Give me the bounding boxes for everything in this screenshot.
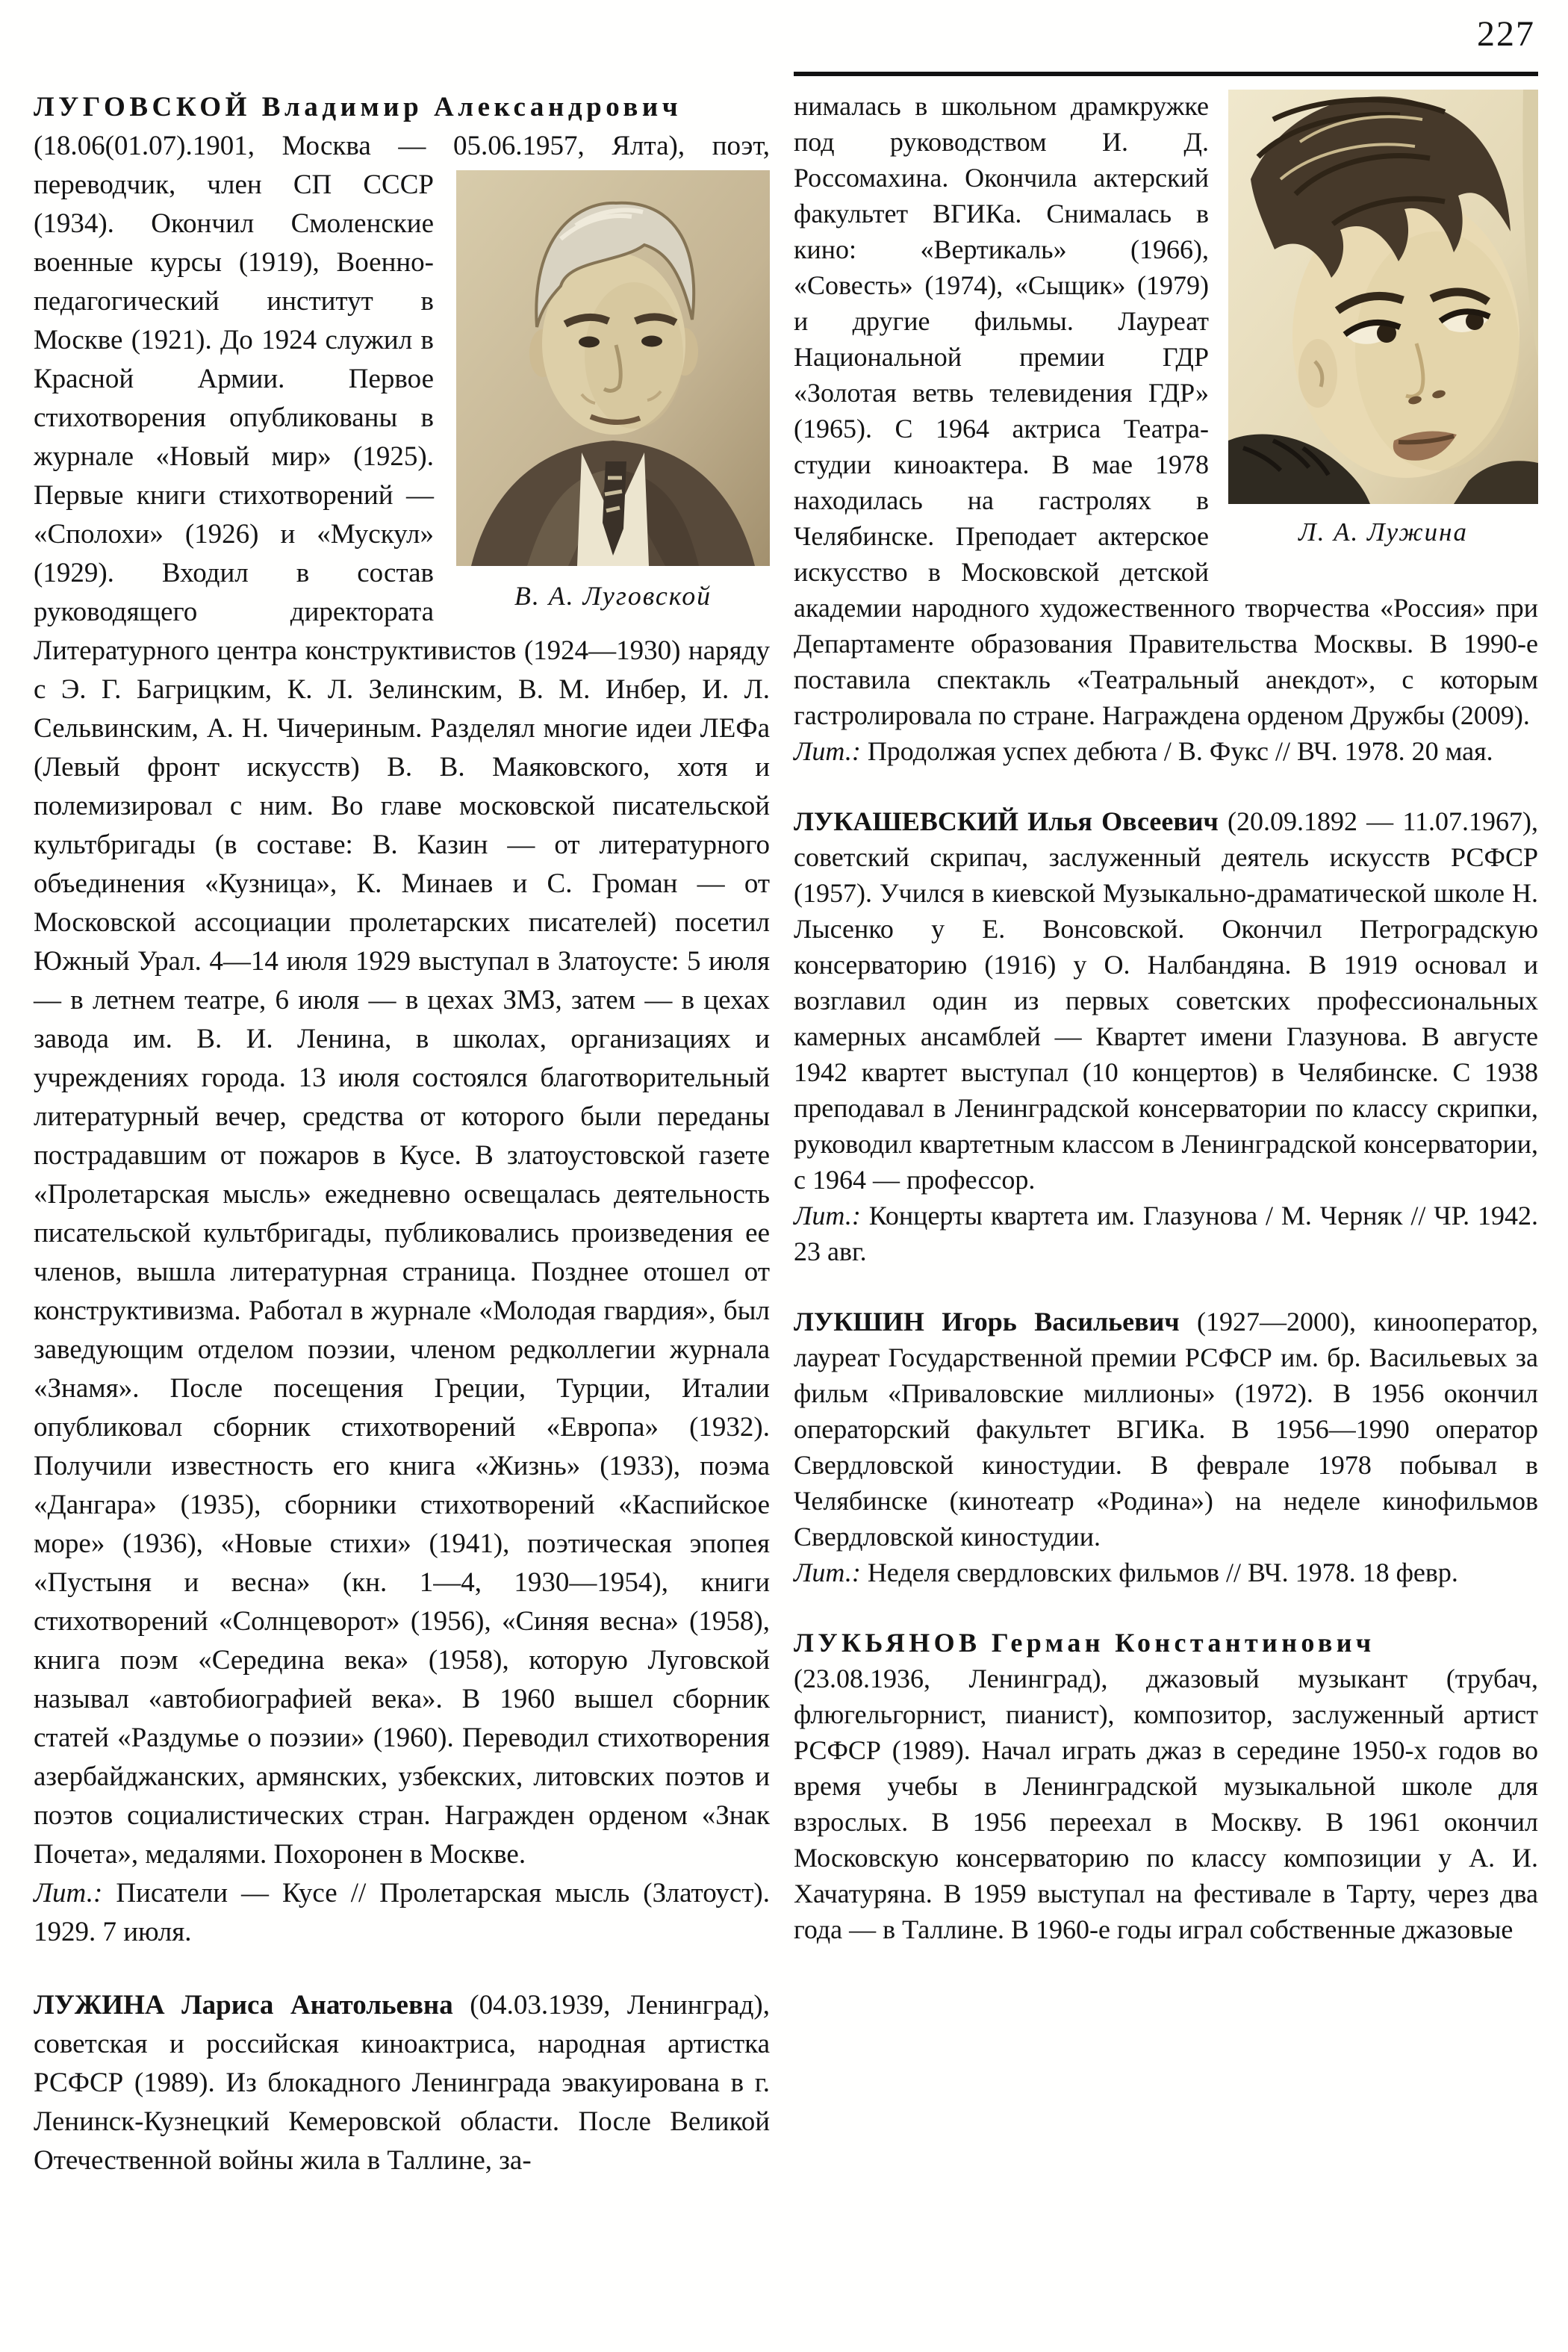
entry-name-lukashevsky: ЛУКАШЕВСКИЙ Илья Овсеевич — [794, 806, 1219, 836]
entry-body — [34, 1986, 770, 2180]
entry-body — [794, 88, 1538, 733]
entry-text: (23.08.1936, Ленинград), джазовый музыкант (трубач, флюгельгорнист, пианист), композитор, заслуженный артист РСФСР (1989). Начал играть джаз в середине 1950-х годов во время учебы в Ленинградской музыкальной школе для взрослых. В 1956 переехал в Москву. В 1961 окончил Московскую консерваторию по классу композиции у А. И. Хачатуряна. В 1959 выступал на фестивале в Тарту, через два года — в Таллине. В 1960-е годы играл собственные джазовые — [794, 1664, 1538, 1944]
header-rule — [794, 72, 1538, 76]
lit-label: Лит.: — [794, 1558, 861, 1587]
entry-text: (20.09.1892 — 11.07.1967), советский скрипач, заслуженный деятель искусств РСФСР (1957). Учился в киевской Музыкально-драматической школе Н. Лысенко у Е. Вонсовской. Окончил Петроградскую консерваторию (1916) у О. Налбандяна. В 1919 основал и возглавил один из первых советских профессиональных камерных ансамблей — Квартет имени Глазунова. В августе 1942 квартет выступал (10 концертов) в Челябинске. С 1938 преподавал в Ленинградской консерватории по классу скрипки, руководил квартетным классом в Ленинградской консерватории, с 1964 — профессор. — [794, 806, 1539, 1195]
entry-name-lukshin: ЛУКШИН Игорь Васильевич — [794, 1307, 1180, 1337]
photo-luzhina — [1228, 90, 1538, 550]
lit-text: Писатели — Кусе // Пролетарская мысль (Златоуст). 1929. 7 июля. — [34, 1878, 770, 1947]
entry-body — [794, 803, 1538, 1198]
entry-name-luzhina: ЛУЖИНА Лариса Анатольевна — [34, 1990, 453, 2020]
entry-name-lukyanov: ЛУКЬЯНОВ Герман Константинович — [794, 1628, 1375, 1658]
entry-text: (18.06(01.07).1901, Москва — 05.06.1957, Ялта), — [34, 131, 685, 161]
entry-lit — [794, 733, 1538, 769]
entry-lit — [794, 1198, 1538, 1269]
lit-text: Продолжая успех дебюта / В. Фукс // ВЧ. 1978. 20 мая. — [867, 736, 1493, 766]
lit-text: Неделя свердловских фильмов // ВЧ. 1978. 18 февр. — [867, 1558, 1458, 1587]
entry-lukashevsky — [794, 803, 1538, 1269]
photo-caption-luzhina: Л. А. Лужина — [1298, 517, 1468, 547]
page-number: 227 — [1477, 14, 1535, 54]
entry-body — [794, 1625, 1538, 1947]
entry-luzhina-part1 — [34, 1986, 770, 2180]
luzhina-portrait-image — [1228, 90, 1538, 504]
entry-lugovskoy — [34, 88, 770, 1952]
entry-body — [34, 88, 770, 1874]
entry-luzhina-part2 — [794, 88, 1538, 769]
lugovskoy-portrait-image — [456, 170, 770, 566]
lit-label: Лит.: — [794, 1201, 861, 1231]
entry-text: нималась в школьном драмкружке под руководством И. Д. Россомахина. Окончила актерский факультет ВГИКа. Снималась в кино: «Вертикаль» (1966), «Совесть» (1974), «Сыщик» (1979) и другие фильмы. Лауреат Национальной премии ГДР «Золотая ветвь телевидения ГДР» (1965). С 1964 актриса Театра-студии киноактера. В мае 1978 находилась на гастролях в Челябинске. Преподает актерское искусство в Московской детской академии народного художественного творчества «Россия» при Департаменте образования Правительства Москвы. В 1990-е поставила спектакль «Театральный анекдот», с которым гастролировала по стране. Награждена орденом Дружбы (2009). — [794, 91, 1538, 730]
left-column — [34, 88, 770, 2180]
entry-lit — [34, 1874, 770, 1952]
entry-text: (1927—2000), кинооператор, лауреат Государственной премии РСФСР им. бр. Васильевых за фильм «Приваловские миллионы» (1972). В 1956 окончил операторский факультет ВГИКа. В 1956—1990 оператор Свердловской киностудии. В феврале 1978 побывал в Челябинске (кинотеатр «Родина») на неделе кинофильмов Свердловской киностудии. — [794, 1307, 1538, 1552]
entry-text: поэт, переводчик, член СП СССР (1934). Окончил Смоленские военные курсы (1919), Военно-педагогический институт в Москве (1921). До 1924 служил в Красной Армии. Первое стихотворения опубликованы в журнале «Новый мир» (1925). Первые книги стихотворений — «Сполохи» (1926) и «Мускул» (1929). Входил в состав руководящего директората Литературного центра конструктивистов (1924—1930) наряду с Э. Г. Багрицким, К. Л. Зелинским, В. М. Инбер, И. Л. Сельвинским, А. Н. Чичериным. Разделял многие идеи ЛЕФа (Левый фронт искусств) В. В. Маяковского, хотя и полемизировал с ним. Во главе московской писательской культбригады (в составе: В. Казин — от литературного объединения «Кузница», К. Минаев и С. Громан — от Московской ассоциации пролетарских писателей) посетил Южный Урал. 4—14 июля 1929 выступал в Златоусте: 5 июля — в летнем театре, 6 июля — в цехах ЗМЗ, затем — в цехах завода им. В. И. Ленина, в школах, организациях и учреждениях города. 13 июля состоялся благотворительный литературный вечер, средства от которого были переданы пострадавшим от пожаров в Кусе. В златоустовской газете «Пролетарская мысль» ежедневно освещалась деятельность писательской культбригады, публиковались произведения ее членов, вышла литературная страница. Позднее отошел от конструктивизма. Работал в журнале «Молодая гвардия», был заведующим отделом поэзии, членом редколлегии журнала «Знамя». После посещения Греции, Турции, Италии опубликовал сборник стихотворений «Европа» (1932). Получили известность его книга «Жизнь» (1933), поэма «Дангара» (1935), сборники стихотворений «Каспийское море» (1936), «Новые стихи» (1941), поэтическая эпопея «Пустыня и весна» (кн. 1—4, 1930—1954), книги стихотворений «Солнцеворот» (1956), «Синяя весна» (1958), книга поэм «Середина века» (1958), которую Луговской называл «автобиографией века». В 1960 вышел сборник статей «Раздумье о поэзии» (1960). Переводил стихотворения азербайджанских, армянских, узбекских, литовских поэтов и поэтов социалистических стран. Награжден орденом «Знак Почета», медалями. Похоронен в Москве. — [34, 131, 770, 1870]
photo-lugovskoy — [456, 170, 770, 615]
entry-name-lugovskoy: ЛУГОВСКОЙ Владимир Александрович — [34, 92, 682, 122]
entry-lukshin — [794, 1304, 1538, 1590]
right-column — [794, 88, 1538, 1947]
lit-text: Концерты квартета им. Глазунова / М. Черняк // ЧР. 1942. 23 авг. — [794, 1201, 1538, 1266]
entry-lit — [794, 1555, 1538, 1590]
entry-body — [794, 1304, 1538, 1555]
lit-label: Лит.: — [34, 1878, 103, 1908]
entry-text: (04.03.1939, Ленинград), советская и российская киноактриса, народная артистка РСФСР (1989). Из блокадного Ленинграда эвакуирована в г. Ленинск-Кузнецкий Кемеровской области. После Великой Отечественной войны жила в Таллине, за- — [34, 1990, 770, 2176]
photo-caption-lugovskoy: В. А. Луговской — [514, 581, 712, 611]
entry-lukyanov — [794, 1625, 1538, 1947]
lit-label: Лит.: — [794, 736, 861, 766]
